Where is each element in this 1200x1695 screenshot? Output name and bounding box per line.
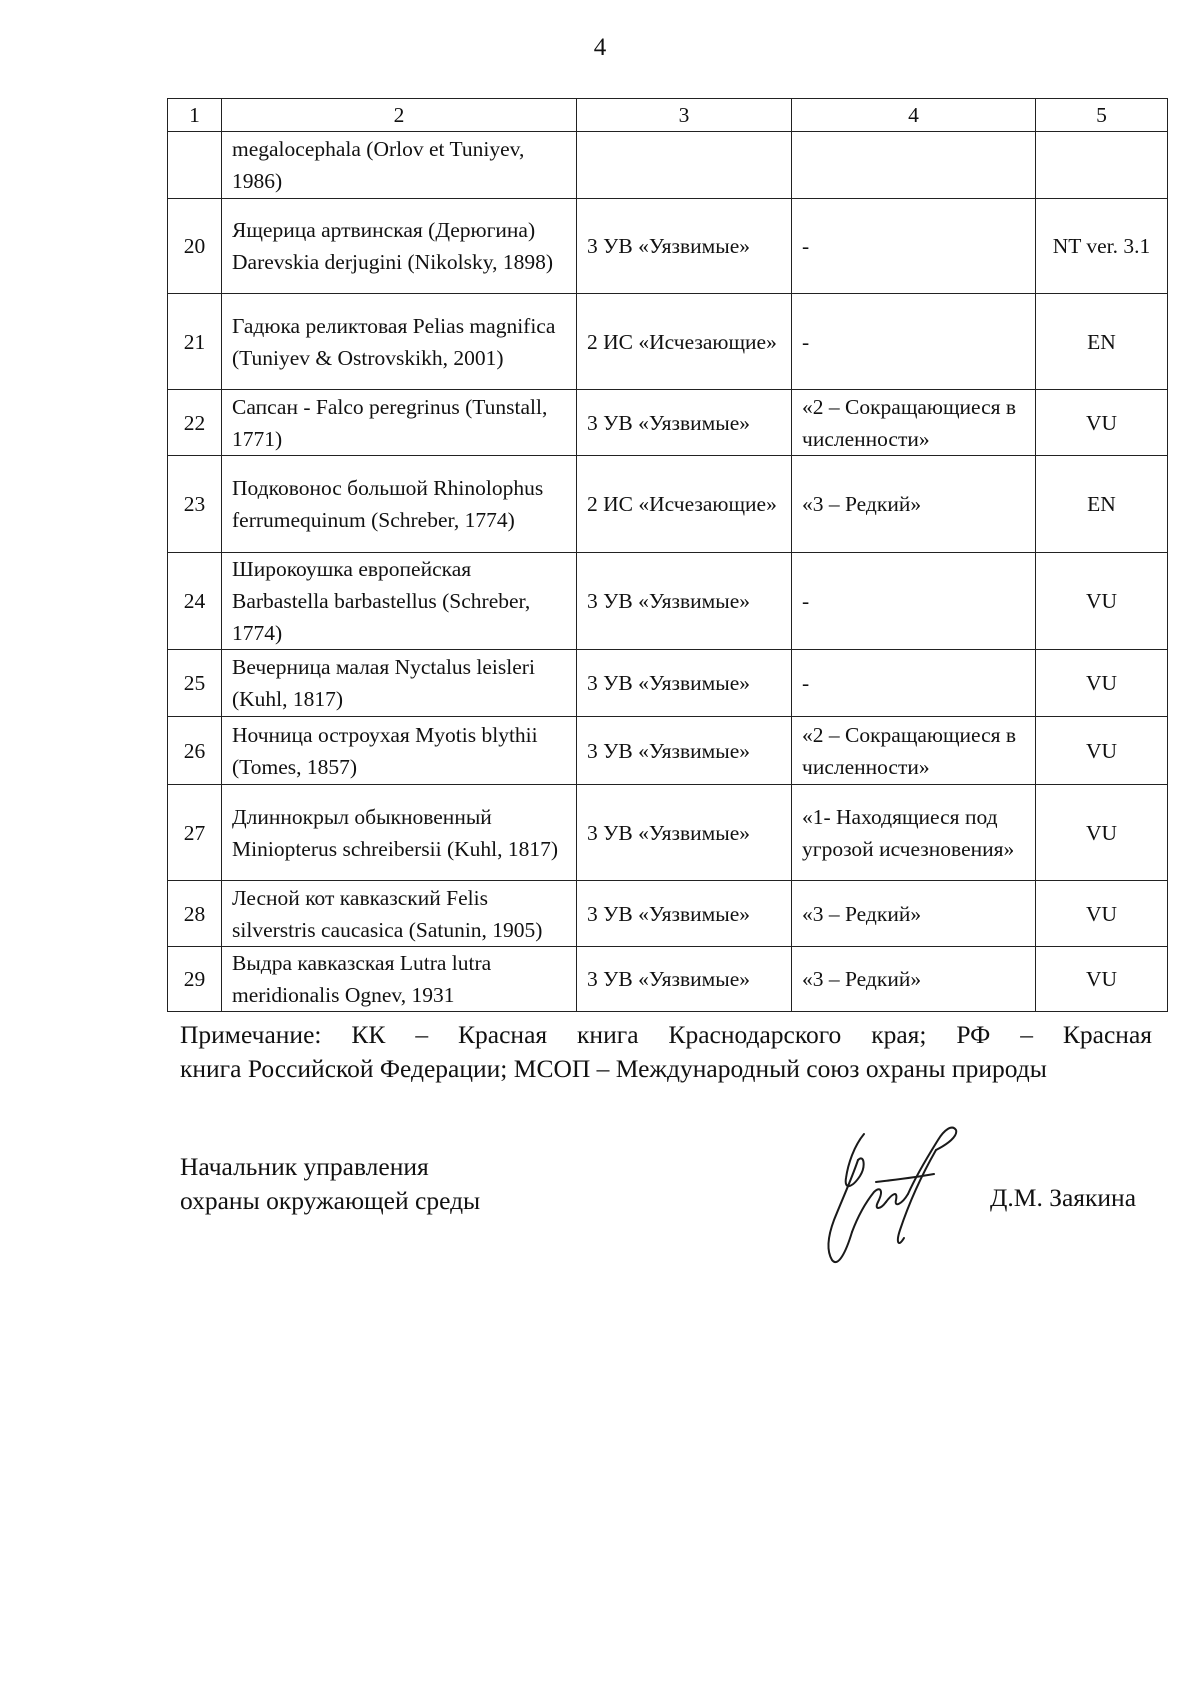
table-row [168, 947, 1168, 1012]
species-name: Широкоушка европейская Barbastella barbastellus (Schreber, 1774) [222, 553, 577, 650]
column-header-2: 2 [222, 99, 577, 132]
krasnodar-category: 3 УВ «Уязвимые» [577, 553, 792, 650]
iucn-category: VU [1036, 785, 1168, 881]
iucn-category: VU [1036, 553, 1168, 650]
krasnodar-category: 2 ИС «Исчезающие» [577, 456, 792, 553]
krasnodar-category: 3 УВ «Уязвимые» [577, 199, 792, 294]
species-name: Вечерница малая Nyctalus leisleri (Kuhl, 1817) [222, 650, 577, 717]
table-note-line-1: Примечание: КК – Красная книга Краснодарского края; РФ – Красная [180, 1020, 1152, 1049]
species-name: Сапсан - Falco peregrinus (Tunstall, 1771) [222, 390, 577, 456]
row-number: 22 [168, 390, 222, 456]
species-name: Длиннокрыл обыкновенный Miniopterus schreibersii (Kuhl, 1817) [222, 785, 577, 881]
iucn-category: NT ver. 3.1 [1036, 199, 1168, 294]
row-number: 29 [168, 947, 222, 1012]
row-number: 24 [168, 553, 222, 650]
table-note-line-2: книга Российской Федерации; МСОП – Международный союз охраны природы [180, 1054, 1047, 1083]
row-number: 25 [168, 650, 222, 717]
signatory-title [180, 1150, 480, 1218]
column-header-4: 4 [792, 99, 1036, 132]
table-row [168, 650, 1168, 717]
row-number: 26 [168, 717, 222, 785]
table-row [168, 785, 1168, 881]
iucn-category: EN [1036, 456, 1168, 553]
page-number: 4 [593, 34, 607, 61]
species-name: Ночница остроухая Myotis blythii (Tomes, 1857) [222, 717, 577, 785]
iucn-category: VU [1036, 717, 1168, 785]
russia-category: «1- Находящиеся под угрозой исчезновения» [792, 785, 1036, 881]
table-row [168, 456, 1168, 553]
species-name: Ящерица артвинская (Дерюгина) Darevskia derjugini (Nikolsky, 1898) [222, 199, 577, 294]
russia-category: «3 – Редкий» [792, 947, 1036, 1012]
russia-category: - [792, 553, 1036, 650]
krasnodar-category: 3 УВ «Уязвимые» [577, 947, 792, 1012]
table-row [168, 132, 1168, 199]
species-table [167, 98, 1168, 1012]
row-number: 23 [168, 456, 222, 553]
row-number: 21 [168, 294, 222, 390]
iucn-category: VU [1036, 947, 1168, 1012]
krasnodar-category: 2 ИС «Исчезающие» [577, 294, 792, 390]
table-row [168, 294, 1168, 390]
krasnodar-category: 3 УВ «Уязвимые» [577, 881, 792, 947]
table-row [168, 390, 1168, 456]
russia-category: «2 – Сокращающиеся в численности» [792, 390, 1036, 456]
row-number: 27 [168, 785, 222, 881]
krasnodar-category: 3 УВ «Уязвимые» [577, 390, 792, 456]
signatory-title-line-2: охраны окружающей среды [180, 1186, 481, 1215]
iucn-category: VU [1036, 390, 1168, 456]
krasnodar-category [577, 132, 792, 199]
column-header-3: 3 [577, 99, 792, 132]
russia-category: - [792, 199, 1036, 294]
russia-category [792, 132, 1036, 199]
column-header-5: 5 [1036, 99, 1168, 132]
handwritten-signature [812, 1120, 982, 1270]
species-name: Выдра кавказская Lutra lutra meridionalis Ognev, 1931 [222, 947, 577, 1012]
russia-category: «3 – Редкий» [792, 456, 1036, 553]
signatory-title-line-1: Начальник управления [180, 1152, 429, 1181]
russia-category: «2 – Сокращающиеся в численности» [792, 717, 1036, 785]
species-name: Подковонос большой Rhinolophus ferrumequinum (Schreber, 1774) [222, 456, 577, 553]
row-number [168, 132, 222, 199]
signatory-name: Д.М. Заякина [990, 1183, 1137, 1212]
iucn-category: EN [1036, 294, 1168, 390]
table-row [168, 717, 1168, 785]
species-name: megalocephala (Orlov et Tuniyev, 1986) [222, 132, 577, 199]
krasnodar-category: 3 УВ «Уязвимые» [577, 785, 792, 881]
species-name: Лесной кот кавказский Felis silverstris caucasica (Satunin, 1905) [222, 881, 577, 947]
column-header-1: 1 [168, 99, 222, 132]
table-row [168, 553, 1168, 650]
iucn-category: VU [1036, 881, 1168, 947]
row-number: 28 [168, 881, 222, 947]
krasnodar-category: 3 УВ «Уязвимые» [577, 650, 792, 717]
table-row [168, 199, 1168, 294]
russia-category: «3 – Редкий» [792, 881, 1036, 947]
russia-category: - [792, 294, 1036, 390]
krasnodar-category: 3 УВ «Уязвимые» [577, 717, 792, 785]
table-row [168, 881, 1168, 947]
table-header-row [168, 99, 1168, 132]
russia-category: - [792, 650, 1036, 717]
iucn-category [1036, 132, 1168, 199]
species-name: Гадюка реликтовая Pelias magnifica (Tuniyev & Ostrovskikh, 2001) [222, 294, 577, 390]
row-number: 20 [168, 199, 222, 294]
iucn-category: VU [1036, 650, 1168, 717]
